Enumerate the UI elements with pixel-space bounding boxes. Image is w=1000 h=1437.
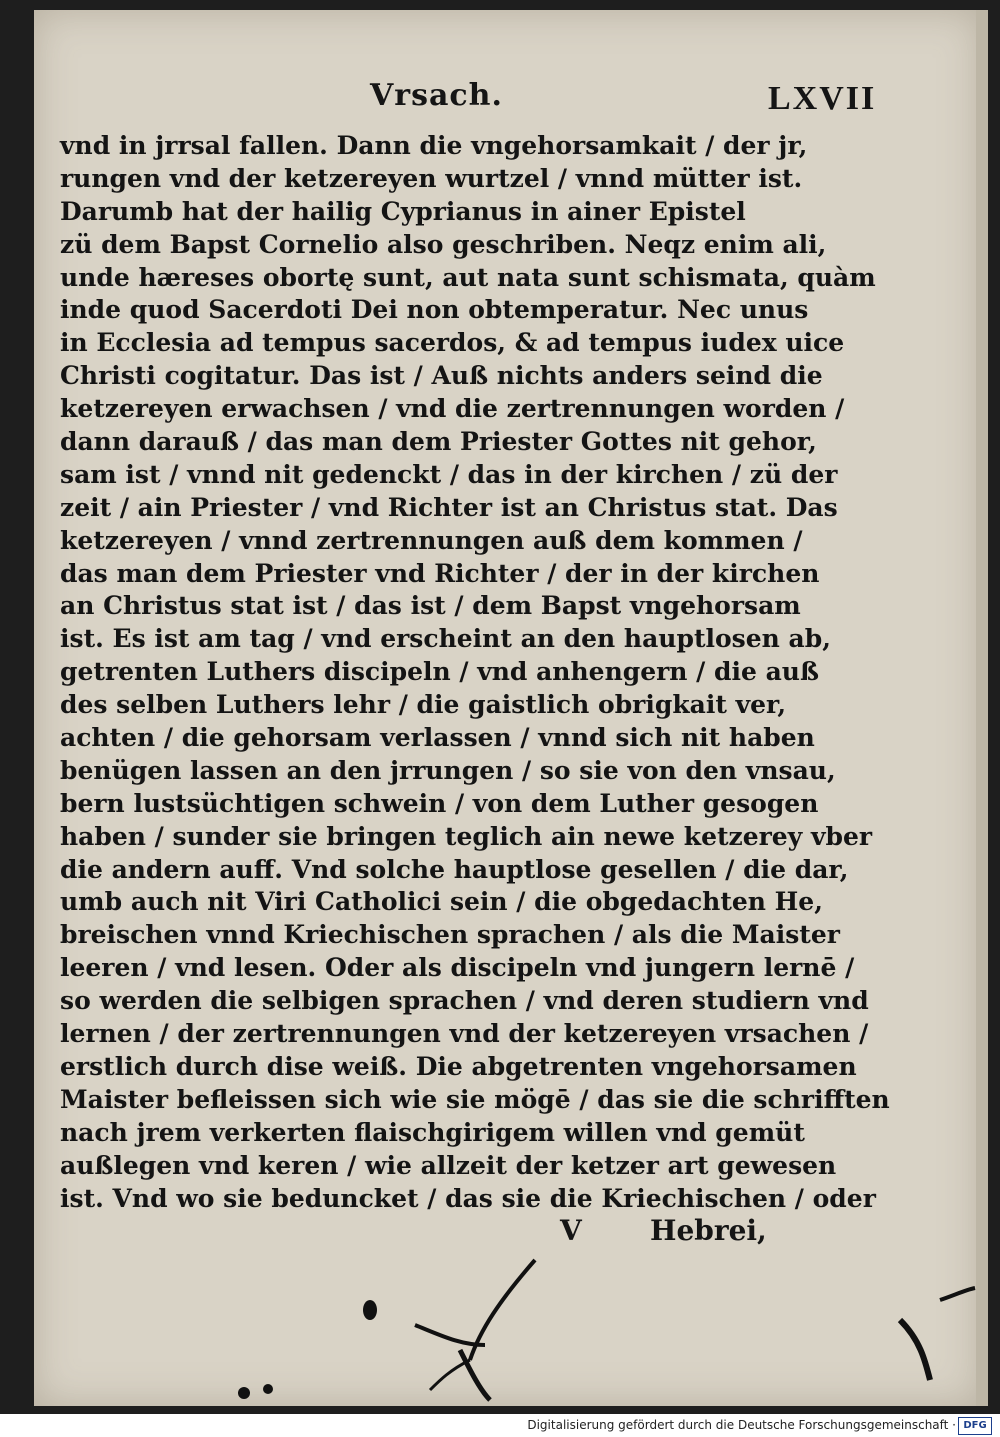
text-line: zü dem Bapst Cornelio also geschriben. Neqz enim ali, <box>60 229 827 259</box>
text-line: vnd in jrrsal fallen. Dann die vngehorsamkait / der jr, <box>60 131 808 160</box>
handwritten-scribble-right <box>880 1280 980 1400</box>
page-edge <box>976 10 988 1406</box>
text-line: die andern auff. Vnd solche hauptlose gesellen / die dar, <box>60 854 849 884</box>
text-line: unde hæreses obortę sunt, aut nata sunt schismata, quàm <box>60 262 876 292</box>
text-line: Darumb hat der hailig Cyprianus in ainer Epistel <box>60 196 746 226</box>
text-line: zeit / ain Priester / vnd Richter ist an Christus stat. Das <box>60 492 838 522</box>
text-line: lernen / der zertrennungen vnd der ketzereyen vrsachen / <box>60 1019 869 1049</box>
text-line: ist. Es ist am tag / vnd erscheint an den hauptlosen ab, <box>60 624 831 654</box>
text-line: inde quod Sacerdoti Dei non obtemperatur. Nec unus <box>60 295 809 325</box>
text-line: umb auch nit Viri Catholici sein / die obgedachten He, <box>60 887 823 917</box>
text-line: dann darauß / das man dem Priester Gottes nit gehor, <box>60 427 817 457</box>
text-line: benügen lassen an den jrrungen / so sie von den vnsau, <box>60 755 836 785</box>
text-line: breischen vnnd Kriechischen sprachen / als die Maister <box>60 920 840 950</box>
text-line: nach jrem verkerten flaischgirigem willen vnd gemüt <box>60 1117 805 1147</box>
text-block <box>60 130 890 1215</box>
text-line: ketzereyen erwachsen / vnd die zertrennungen worden / <box>60 394 845 424</box>
text-line: des selben Luthers lehr / die gaistlich obrigkait ver, <box>60 690 787 720</box>
text-line: leeren / vnd lesen. Oder als discipeln vnd jungern lernē / <box>60 953 855 983</box>
text-line: erstlich durch dise weiß. Die abgetrenten vngehorsamen <box>60 1051 857 1081</box>
folio-number: LXVII <box>768 80 877 117</box>
text-line: achten / die gehorsam verlassen / vnnd sich nit haben <box>60 723 815 753</box>
dfg-logo: DFG <box>958 1417 992 1435</box>
text-line: in Ecclesia ad tempus sacerdos, & ad tempus iudex uice <box>60 328 845 358</box>
text-line: rungen vnd der ketzereyen wurtzel / vnnd mütter ist. <box>60 163 803 193</box>
funding-credit: Digitalisierung gefördert durch die Deutsche Forschungsgemeinschaft · <box>527 1418 956 1432</box>
handwritten-scribble-left <box>340 1250 560 1410</box>
handwritten-mark-bottom <box>230 1375 290 1410</box>
text-line: an Christus stat ist / das ist / dem Bapst vngehorsam <box>60 591 801 621</box>
text-line: sam ist / vnnd nit gedenckt / das in der kirchen / zü der <box>60 459 838 489</box>
running-head: Vrsach. <box>370 78 503 113</box>
footer-bar <box>0 1414 1000 1437</box>
text-line: haben / sunder sie bringen teglich ain newe ketzerey vber <box>60 821 873 851</box>
text-line: Maister befleissen sich wie sie mögē / das sie die schrifften <box>60 1084 890 1114</box>
text-line: ist. Vnd wo sie beduncket / das sie die Kriechischen / oder <box>60 1183 876 1213</box>
signature-mark: V <box>560 1214 582 1247</box>
text-line: bern lustsüchtigen schwein / von dem Luther gesogen <box>60 788 819 818</box>
text-line: ketzereyen / vnnd zertrennungen auß dem kommen / <box>60 525 803 555</box>
text-line: außlegen vnd keren / wie allzeit der ketzer art gewesen <box>60 1150 837 1180</box>
text-line: Christi cogitatur. Das ist / Auß nichts anders seind die <box>60 361 823 391</box>
text-line: das man dem Priester vnd Richter / der in der kirchen <box>60 558 820 588</box>
text-line: getrenten Luthers discipeln / vnd anhengern / die auß <box>60 657 819 687</box>
text-line: so werden die selbigen sprachen / vnd deren studiern vnd <box>60 986 869 1016</box>
catchword: Hebrei, <box>650 1214 767 1247</box>
